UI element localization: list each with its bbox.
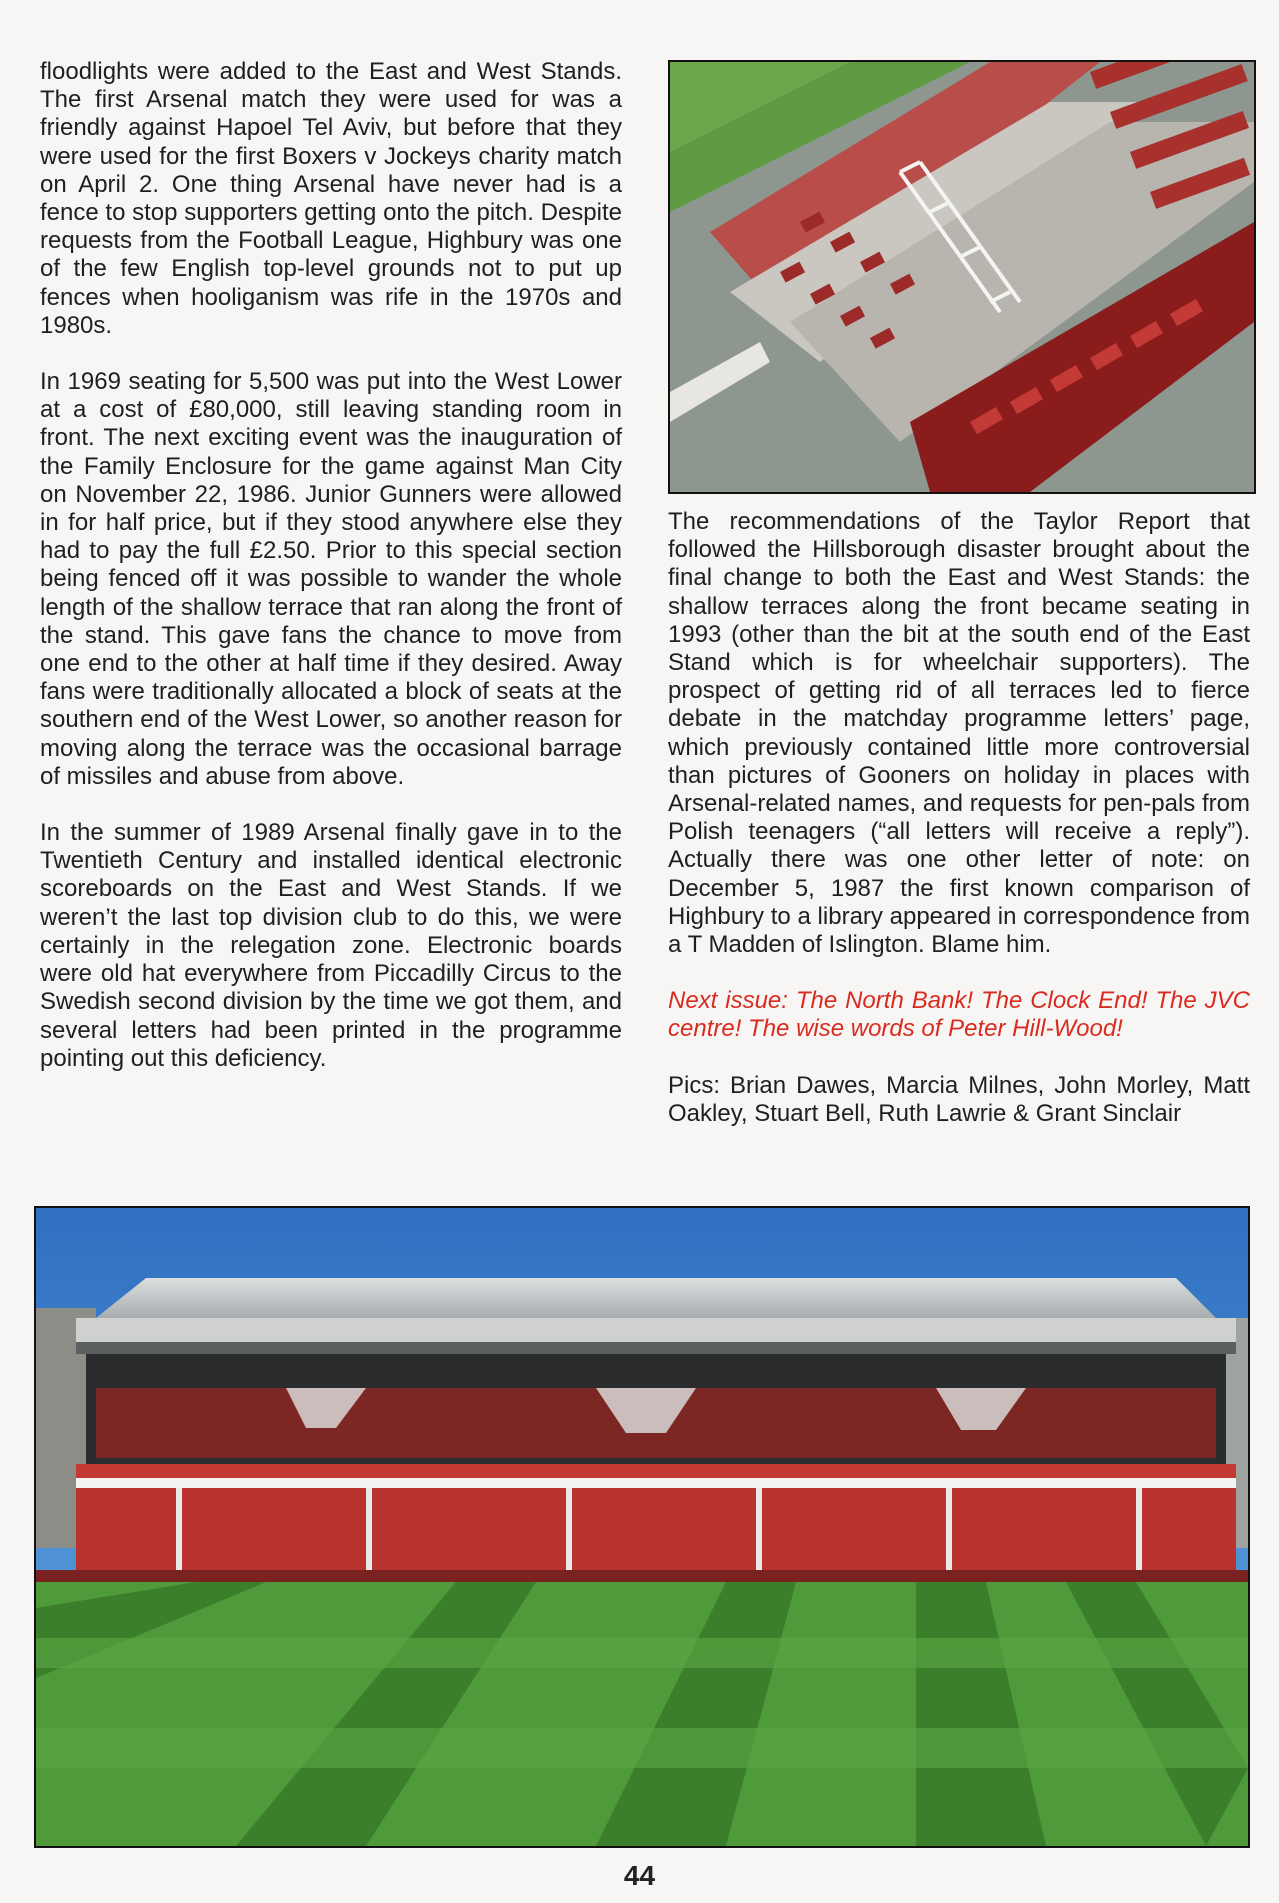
paragraph-scoreboards: In the summer of 1989 Arsenal finally gave in to the Twentieth Century and installed identical electronic scoreboards on the East and West Stands. If we weren’t the last top division club to do this, we were certainly in the relegation zone. Electronic boards were old hat everywhere from Piccadilly Circus to the Swedish second division by the time we got them, and several letters had been printed in the programme pointing out this deficiency. (40, 819, 622, 1072)
paragraph-west-lower-seating: In 1969 seating for 5,500 was put into the West Lower at a cost of £80,000, still leaving standing room in front. The next exciting event was the inauguration of the Family Enclosure for the game against Man City on November 22, 1986. Junior Gunners were allowed in for half price, but if they stood anywhere else they had to pay the full £2.50. Prior to this special section being fenced off it was possible to wander the whole length of the shallow terrace that ran along the front of the stand. This gave fans the chance to move from one end to the other at half time if they desired. Away fans were traditionally allocated a block of seats at the southern end of the West Lower, so another reason for moving along the terrace was the occasional barrage of missiles and abuse from above. (40, 368, 622, 790)
paragraph-taylor-report: The recommendations of the Taylor Report that followed the Hillsborough disaster brought about the final change to both the East and West Stands: the shallow terraces along the front became seating in 1993 (other than the bit at the south end of the East Stand which is for wheelchair supporters). The prospect of getting rid of all terraces led to fierce debate in the matchday programme letters’ page, which previously contained little more controversial than pictures of Gooners on holiday in places with Arsenal-related names, and requests for pen-pals from Polish teenagers (“all letters will receive a reply”). Actually there was one other letter of note: on December 5, 1987 the first known comparison of Highbury to a library appeared in correspondence from a T Madden of Islington. Blame him. (668, 508, 1250, 959)
left-column (40, 58, 622, 1101)
photo-credits: Pics: Brian Dawes, Marcia Milnes, John Morley, Matt Oakley, Stuart Bell, Ruth Lawrie & Grant Sinclair (668, 1071, 1250, 1127)
paragraph-floodlights: floodlights were added to the East and West Stands. The first Arsenal match they were used for was a friendly against Hapoel Tel Aviv, but before that they were used for the first Boxers v Jockeys charity match on April 2. One thing Arsenal have never had is a fence to stop supporters getting onto the pitch. Despite requests from the Football League, Highbury was one of the few English top-level grounds not to put up fences when hooliganism was rife in the 1970s and 1980s. (40, 58, 622, 339)
page-number: 44 (623, 1860, 656, 1891)
photo-stand-aerial (668, 60, 1256, 494)
photo-stand-panorama (34, 1206, 1250, 1848)
stand-aerial-illustration (670, 62, 1254, 492)
right-column (668, 508, 1250, 1156)
next-issue-teaser: Next issue: The North Bank! The Clock End! The JVC centre! The wise words of Peter Hill-Wood! (668, 987, 1250, 1043)
stand-panorama-illustration (36, 1208, 1248, 1846)
